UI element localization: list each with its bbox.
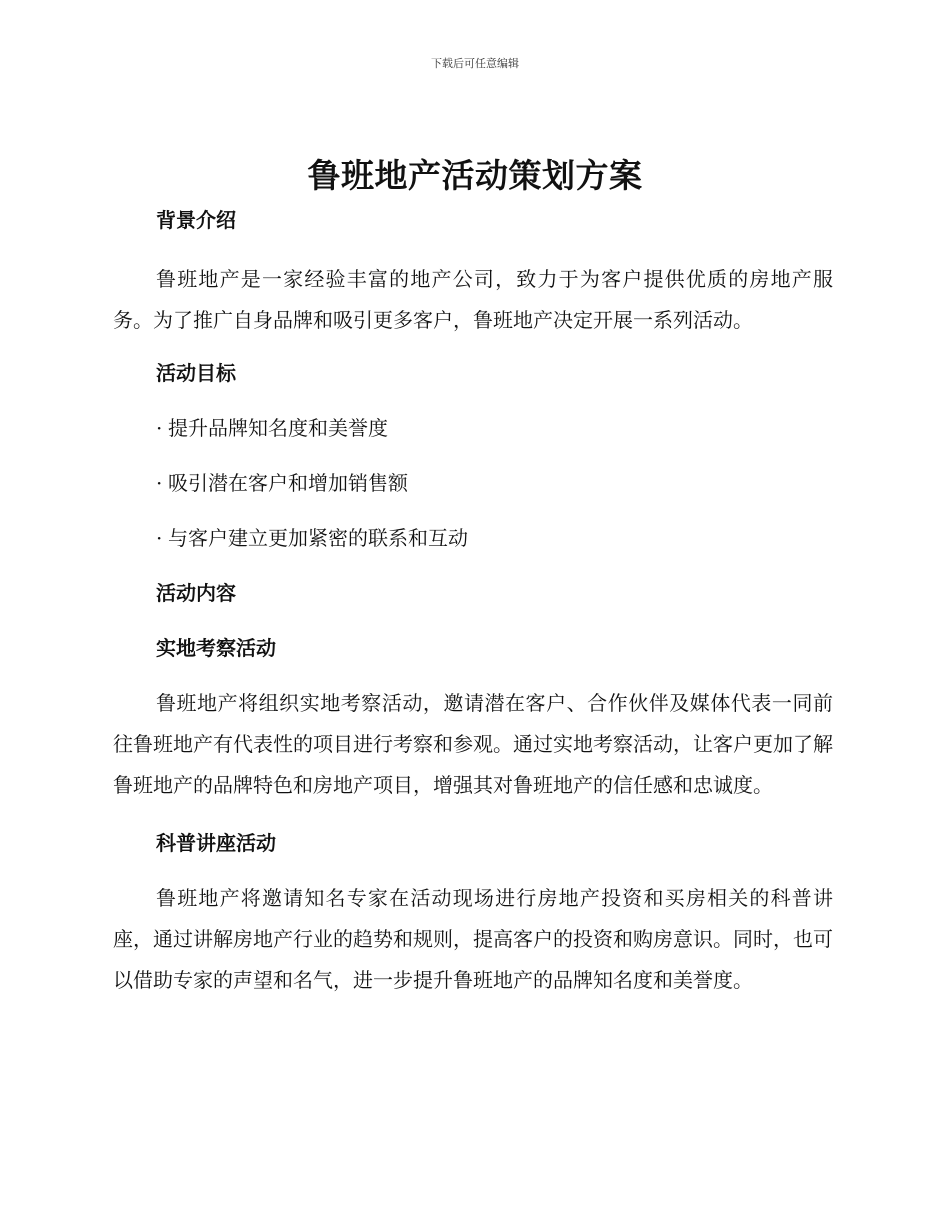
- bullet-icon: ·: [156, 416, 163, 440]
- heading-goals: 活动目标: [156, 361, 236, 385]
- goal-text: 与客户建立更加紧密的联系和互动: [168, 526, 468, 550]
- goal-item-2: [113, 468, 833, 498]
- document-title: 鲁班地产活动策划方案: [307, 156, 643, 195]
- heading-content: 活动内容: [156, 581, 236, 605]
- document-body: [113, 205, 833, 1001]
- goal-item-1: [113, 413, 833, 443]
- heading-field-trip: 实地考察活动: [156, 636, 276, 660]
- bullet-icon: ·: [156, 526, 163, 550]
- bullet-icon: ·: [156, 471, 163, 495]
- page-header-note: 下载后可任意编辑: [431, 57, 519, 70]
- paragraph-lecture: 鲁班地产将邀请知名专家在活动现场进行房地产投资和买房相关的科普讲座，通过讲解房地产行业的趋势和规则，提高客户的投资和购房意识。同时，也可以借助专家的声望和名气，进一步提升鲁班地产的品牌知名度和美誉度。: [113, 886, 833, 992]
- paragraph-background: 鲁班地产是一家经验丰富的地产公司，致力于为客户提供优质的房地产服务。为了推广自身品牌和吸引更多客户，鲁班地产决定开展一系列活动。: [113, 267, 833, 332]
- heading-background: 背景介绍: [156, 208, 236, 232]
- goal-text: 提升品牌知名度和美誉度: [168, 416, 388, 440]
- paragraph-field-trip: 鲁班地产将组织实地考察活动，邀请潜在客户、合作伙伴及媒体代表一同前往鲁班地产有代表性的项目进行考察和参观。通过实地考察活动，让客户更加了解鲁班地产的品牌特色和房地产项目，增强其对鲁班地产的信任感和忠诚度。: [113, 691, 833, 797]
- goal-item-3: [113, 523, 833, 553]
- goal-text: 吸引潜在客户和增加销售额: [168, 471, 408, 495]
- heading-lecture: 科普讲座活动: [156, 831, 276, 855]
